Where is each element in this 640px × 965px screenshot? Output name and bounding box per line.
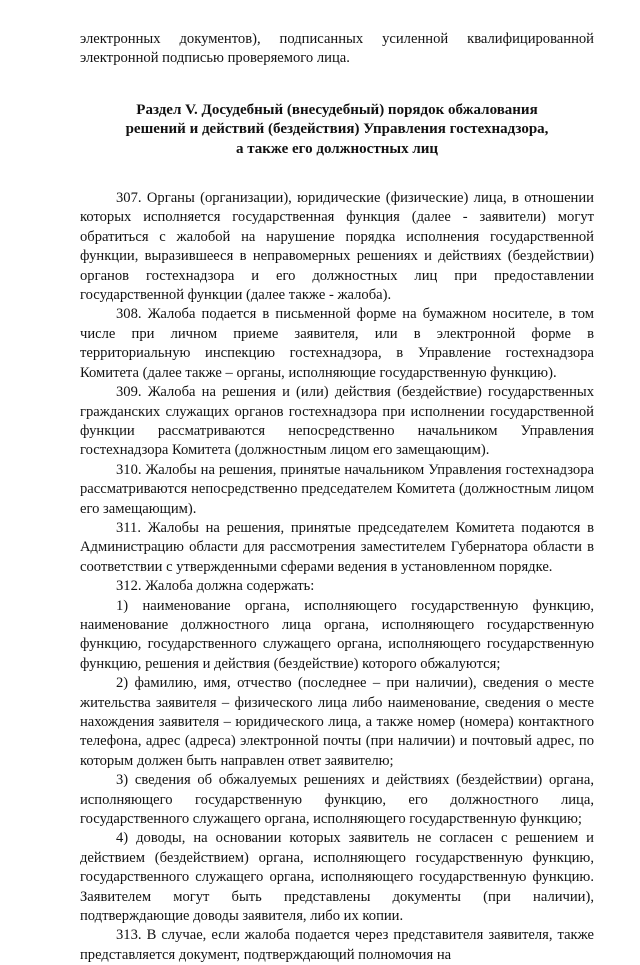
section-heading-line-2: решений и действий (бездействия) Управления гостехнадзора, — [125, 121, 549, 138]
section-heading — [80, 101, 594, 159]
section-heading-line-1: Раздел V. Досудебный (внесудебный) порядок обжалования — [136, 101, 538, 118]
paragraph-311: 311. Жалобы на решения, принятые председателем Комитета подаются в Администрацию области для рассмотрения заместителем Губернатора области в соответствии с утвержденными сферами ведения в установленном порядке. — [80, 519, 594, 575]
section-heading-line-3: а также его должностных лиц — [235, 140, 439, 157]
paragraph-312: 312. Жалоба должна содержать: — [116, 578, 315, 595]
paragraph-313: 313. В случае, если жалоба подается через представителя заявителя, также представляется документ, подтверждающий полномочия на — [80, 927, 594, 963]
paragraph-308: 308. Жалоба подается в письменной форме на бумажном носителе, в том числе при личном приеме заявителя, или в электронной форме в территориальную инспекцию гостехнадзора, в Управление гостехнадзора Комитета (далее также – органы, исполняющие государственную функцию). — [80, 306, 594, 381]
paragraph-307: 307. Органы (организации), юридические (физические) лица, в отношении которых исполняется государственная функция (далее - заявители) могут обратиться с жалобой на нарушение порядка исполнения государственной функции, выразившееся в неправомерных решениях и действиях (бездействии) органов гостехнадзора и его должностных лиц при предоставлении государственной функции (далее также - жалоба). — [80, 190, 594, 304]
list-item-1: 1) наименование органа, исполняющего государственную функцию, наименование должностного лица органа, исполняющего государственную функцию, государственного служащего органа, исполняющего государственную функцию, решения и действия (бездействие) которого обжалуются; — [80, 597, 594, 672]
list-item-3: 3) сведения об обжалуемых решениях и действиях (бездействии) органа, исполняющего государственную функцию, его должностного лица, государственного служащего органа, исполняющего государственную функцию; — [80, 772, 594, 828]
paragraph-310: 310. Жалобы на решения, принятые начальником Управления гостехнадзора рассматриваются непосредственно председателем Комитета (должностным лицом его замещающим). — [80, 461, 594, 517]
list-item-2: 2) фамилию, имя, отчество (последнее – при наличии), сведения о месте жительства заявителя – физического лица либо наименование, сведения о месте нахождения заявителя – юридического лица, а также номер (номера) контактного телефона, адрес (адреса) электронной почты (при наличии) и почтовый адрес, по которым должен быть направлен ответ заявителю; — [80, 675, 594, 769]
paragraph-309: 309. Жалоба на решения и (или) действия (бездействие) государственных гражданских служащих органов гостехнадзора при исполнении государственной функции рассматриваются непосредственно начальником Управления гостехнадзора Комитета (должностным лицом его замещающим). — [80, 384, 594, 459]
list-item-4: 4) доводы, на основании которых заявитель не согласен с решением и действием (бездействием) органа, исполняющего государственную функцию, государственного служащего органа, исполняющего государственную функцию. Заявителем могут быть представлены документы (при наличии), подтверждающие доводы заявителя, либо их копии. — [80, 830, 594, 925]
top-paragraph: электронных документов), подписанных усиленной квалифицированной электронной подписью проверяемого лица. — [80, 31, 594, 67]
